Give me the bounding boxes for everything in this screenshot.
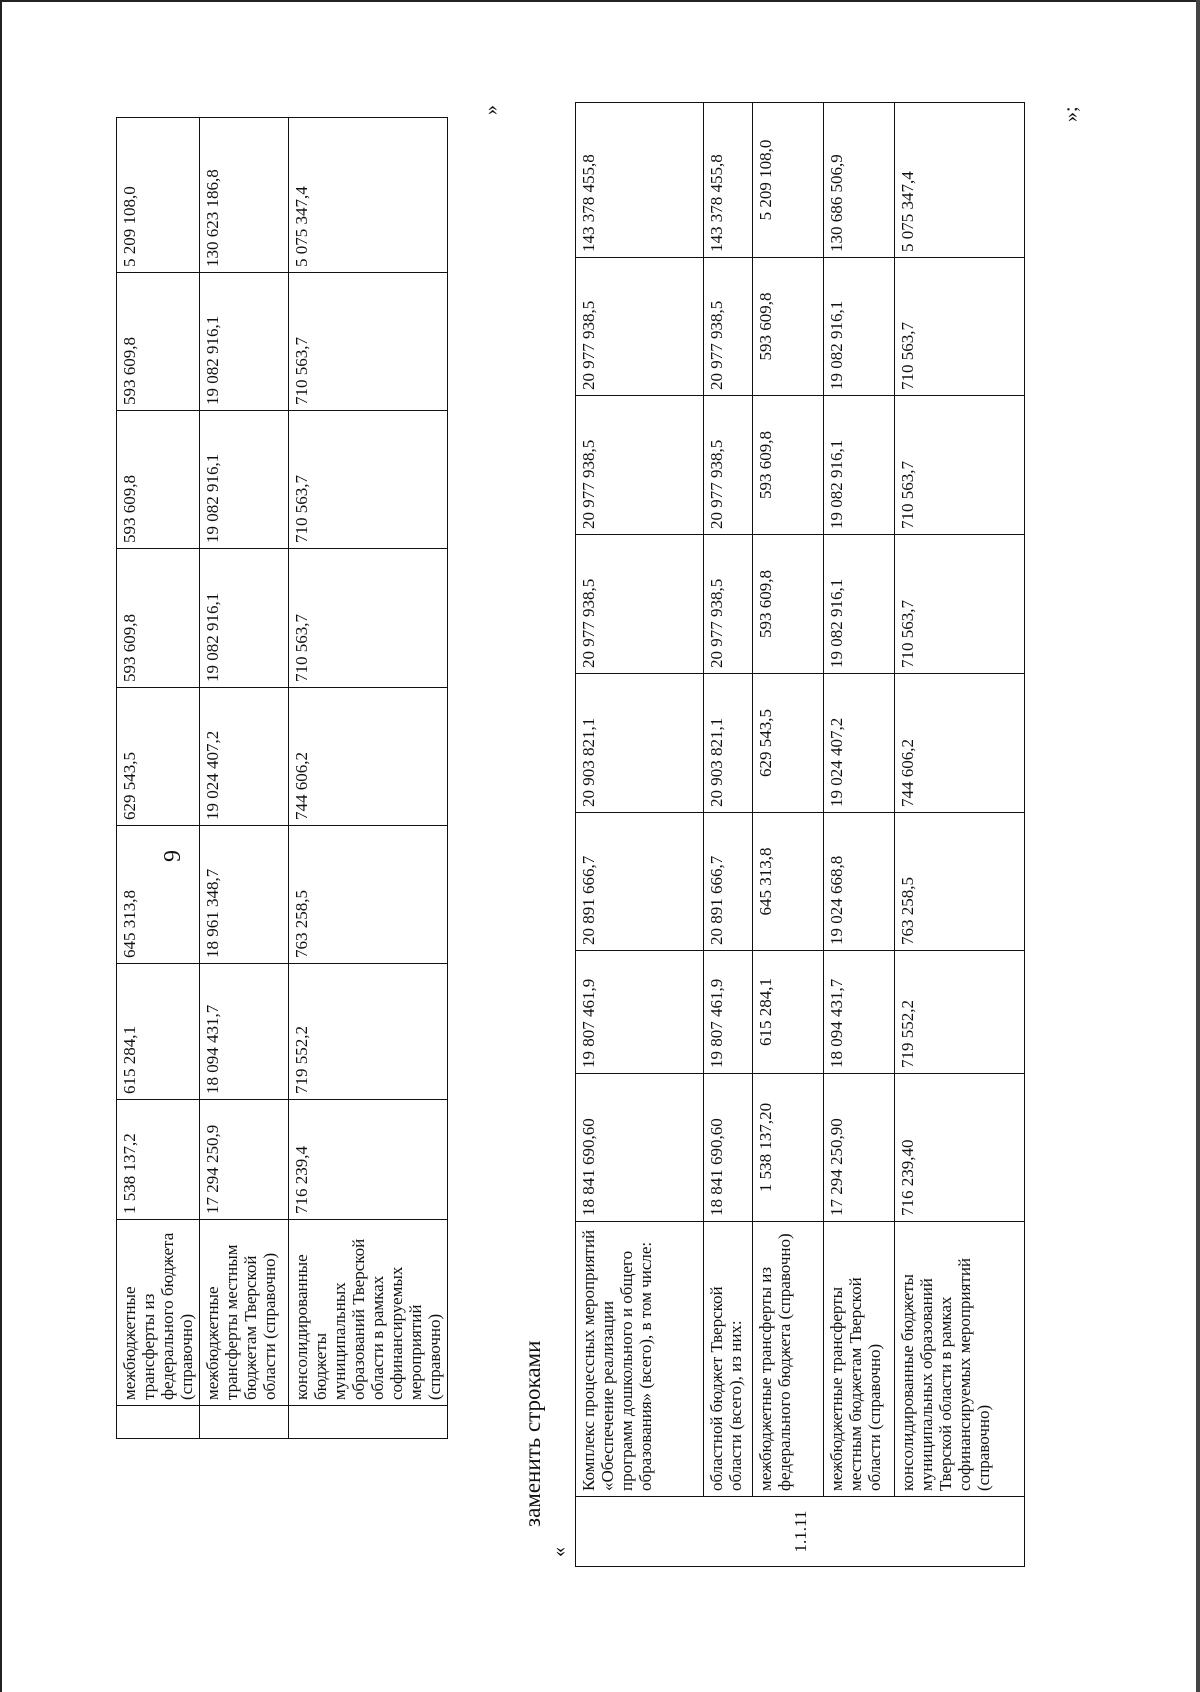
row-label: областной бюджет Тверской области (всего), из них: bbox=[704, 1222, 753, 1497]
value-cell: 763 258,5 bbox=[895, 813, 1025, 951]
close-quote-1: » bbox=[480, 105, 502, 115]
value-cell: 716 239,40 bbox=[895, 1074, 1025, 1222]
value-cell: 593 609,8 bbox=[753, 535, 824, 674]
close-quote-2: »; bbox=[1060, 106, 1082, 122]
value-cell: 719 552,2 bbox=[895, 951, 1025, 1074]
open-quote: « bbox=[548, 1547, 570, 1557]
table-row bbox=[576, 103, 704, 1567]
value-cell: 1 538 137,20 bbox=[753, 1074, 824, 1222]
value-cell: 130 686 506,9 bbox=[824, 103, 895, 258]
value-cell: 19 024 407,2 bbox=[200, 688, 289, 826]
value-cell: 20 977 938,5 bbox=[704, 535, 753, 674]
row-label: Комплекс процессных мероприятий «Обеспечение реализации программ дошкольного и общего образования» (всего), в том числе: bbox=[576, 1222, 704, 1497]
row-label: межбюджетные трансферты местным бюджетам Тверской области (справочно) bbox=[200, 1220, 289, 1406]
value-cell: 19 082 916,1 bbox=[200, 549, 289, 688]
code-cell bbox=[289, 1406, 448, 1439]
value-cell: 710 563,7 bbox=[289, 411, 448, 549]
value-cell: 593 609,8 bbox=[117, 273, 200, 411]
value-cell: 17 294 250,90 bbox=[824, 1074, 895, 1222]
budget-table-old bbox=[116, 117, 448, 1439]
value-cell: 593 609,8 bbox=[117, 411, 200, 549]
value-cell: 710 563,7 bbox=[895, 535, 1025, 674]
value-cell: 710 563,7 bbox=[289, 273, 448, 411]
value-cell: 5 209 108,0 bbox=[753, 103, 824, 258]
value-cell: 593 609,8 bbox=[117, 549, 200, 688]
value-cell: 5 075 347,4 bbox=[895, 103, 1025, 258]
value-cell: 5 209 108,0 bbox=[117, 118, 200, 273]
value-cell: 719 552,2 bbox=[289, 964, 448, 1100]
value-cell: 744 606,2 bbox=[289, 688, 448, 826]
table-row bbox=[824, 103, 895, 1567]
table-row bbox=[200, 118, 289, 1439]
value-cell: 19 807 461,9 bbox=[576, 951, 704, 1074]
replace-phrase: заменить строками bbox=[520, 1340, 545, 1527]
table-row bbox=[289, 118, 448, 1439]
table-row bbox=[704, 103, 753, 1567]
value-cell: 130 623 186,8 bbox=[200, 118, 289, 273]
value-cell: 19 082 916,1 bbox=[824, 258, 895, 396]
page-number: 9 bbox=[160, 850, 186, 862]
value-cell: 593 609,8 bbox=[753, 258, 824, 396]
value-cell: 593 609,8 bbox=[753, 396, 824, 535]
value-cell: 5 075 347,4 bbox=[289, 118, 448, 273]
value-cell: 19 082 916,1 bbox=[200, 411, 289, 549]
value-cell: 19 082 916,1 bbox=[824, 535, 895, 674]
value-cell: 17 294 250,9 bbox=[200, 1100, 289, 1220]
row-code: 1.1.11 bbox=[576, 1497, 1025, 1567]
code-cell bbox=[200, 1406, 289, 1439]
value-cell: 744 606,2 bbox=[895, 674, 1025, 813]
value-cell: 615 284,1 bbox=[753, 951, 824, 1074]
value-cell: 645 313,8 bbox=[117, 826, 200, 964]
table-row bbox=[895, 103, 1025, 1567]
value-cell: 629 543,5 bbox=[753, 674, 824, 813]
value-cell: 20 977 938,5 bbox=[704, 396, 753, 535]
code-cell bbox=[117, 1406, 200, 1439]
value-cell: 1 538 137,2 bbox=[117, 1100, 200, 1220]
value-cell: 19 024 407,2 bbox=[824, 674, 895, 813]
value-cell: 763 258,5 bbox=[289, 826, 448, 964]
table-row bbox=[117, 118, 200, 1439]
value-cell: 20 891 666,7 bbox=[576, 813, 704, 951]
value-cell: 645 313,8 bbox=[753, 813, 824, 951]
value-cell: 19 082 916,1 bbox=[200, 273, 289, 411]
value-cell: 19 024 668,8 bbox=[824, 813, 895, 951]
value-cell: 710 563,7 bbox=[895, 258, 1025, 396]
value-cell: 18 841 690,60 bbox=[704, 1074, 753, 1222]
value-cell: 19 082 916,1 bbox=[824, 396, 895, 535]
value-cell: 716 239,4 bbox=[289, 1100, 448, 1220]
row-label: консолидированные бюджеты муниципальных образований Тверской области в рамках софинансируемых мероприятий (справочно) bbox=[895, 1222, 1025, 1497]
value-cell: 20 903 821,1 bbox=[576, 674, 704, 813]
value-cell: 18 841 690,60 bbox=[576, 1074, 704, 1222]
value-cell: 143 378 455,8 bbox=[576, 103, 704, 258]
budget-table-new bbox=[575, 102, 1025, 1567]
value-cell: 19 807 461,9 bbox=[704, 951, 753, 1074]
value-cell: 615 284,1 bbox=[117, 964, 200, 1100]
value-cell: 18 961 348,7 bbox=[200, 826, 289, 964]
value-cell: 20 977 938,5 bbox=[576, 535, 704, 674]
row-label: межбюджетные трансферты из федерального бюджета (справочно) bbox=[753, 1222, 824, 1497]
row-label: межбюджетные трансферты местным бюджетам Тверской области (справочно) bbox=[824, 1222, 895, 1497]
value-cell: 20 891 666,7 bbox=[704, 813, 753, 951]
value-cell: 20 977 938,5 bbox=[576, 258, 704, 396]
row-label: консолидированные бюджеты муниципальных образований Тверской области в рамках софинансируемых мероприятий (справочно) bbox=[289, 1220, 448, 1406]
value-cell: 710 563,7 bbox=[895, 396, 1025, 535]
table-row bbox=[753, 103, 824, 1567]
value-cell: 143 378 455,8 bbox=[704, 103, 753, 258]
value-cell: 18 094 431,7 bbox=[824, 951, 895, 1074]
value-cell: 629 543,5 bbox=[117, 688, 200, 826]
value-cell: 18 094 431,7 bbox=[200, 964, 289, 1100]
value-cell: 20 903 821,1 bbox=[704, 674, 753, 813]
row-label: межбюджетные трансферты из федерального бюджета (справочно) bbox=[117, 1220, 200, 1406]
value-cell: 20 977 938,5 bbox=[704, 258, 753, 396]
value-cell: 710 563,7 bbox=[289, 549, 448, 688]
value-cell: 20 977 938,5 bbox=[576, 396, 704, 535]
